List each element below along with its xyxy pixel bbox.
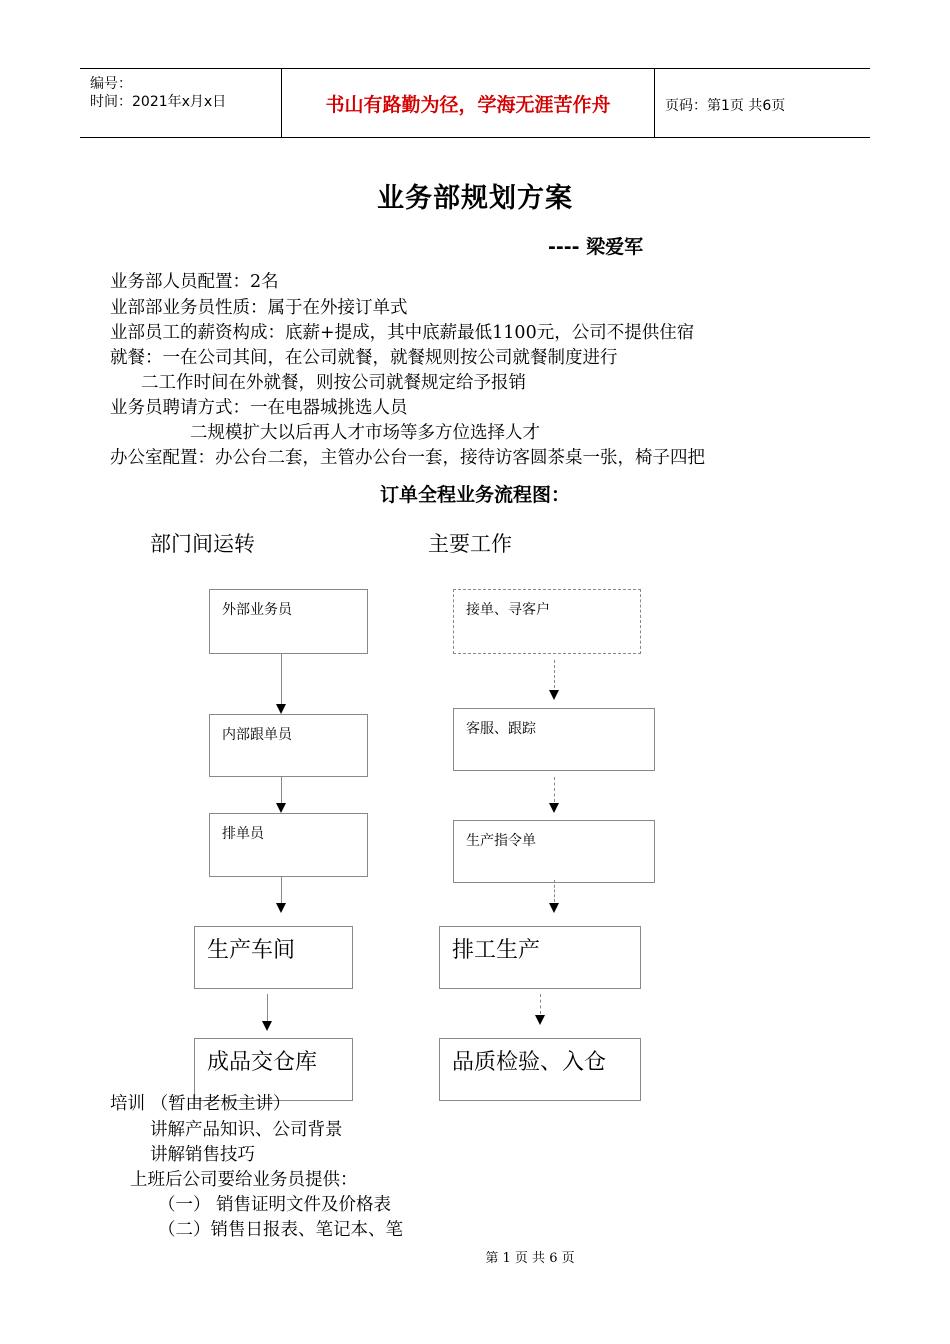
flow-box-label: 品质检验、入仓 xyxy=(452,1050,607,1075)
body-line: 二规模扩大以后再人才市场等多方位选择人才 xyxy=(190,423,540,443)
flow-box-label: 接单、寻客户 xyxy=(466,602,550,618)
flow-box-customer-service xyxy=(453,708,655,771)
flow-box-production xyxy=(439,926,641,989)
training-line: 上班后公司要给业务员提供： xyxy=(130,1170,358,1190)
flow-box-scheduler xyxy=(209,813,368,877)
training-line: （二）销售日报表、笔记本、笔 xyxy=(158,1220,403,1240)
flow-box-internal-follower xyxy=(209,714,368,777)
body-line: 办公室配置：办公台二套，主管办公台一套，接待访客圆茶桌一张，椅子四把 xyxy=(110,448,705,468)
flow-box-production-order xyxy=(453,820,655,883)
flow-title: 订单全程业务流程图： xyxy=(379,484,570,506)
document-author: ---- 梁爱军 xyxy=(548,236,644,258)
left-column-heading: 部门间运转 xyxy=(150,532,255,556)
header-meta-cell xyxy=(80,69,282,137)
document-title: 业务部规划方案 xyxy=(377,183,573,214)
header-page-label: 页码：第1页 共6页 xyxy=(665,98,786,114)
flow-box-receive-orders xyxy=(453,589,641,654)
header-motto: 书山有路勤为径，学海无涯苦作舟 xyxy=(282,69,655,137)
training-line: 培训 （暂由老板主讲） xyxy=(110,1094,291,1114)
time-label: 时间：2021年x月x日 xyxy=(90,94,227,110)
flow-box-label: 外部业务员 xyxy=(222,602,292,618)
body-line: 业部员工的薪资构成：底薪+提成，其中底薪最低1100元，公司不提供住宿 xyxy=(110,323,695,343)
flow-box-label: 生产车间 xyxy=(207,938,296,963)
right-column-heading: 主要工作 xyxy=(428,532,512,556)
flow-box-label: 排单员 xyxy=(222,826,264,842)
training-line: 讲解销售技巧 xyxy=(150,1145,255,1165)
flow-box-external-sales xyxy=(209,589,368,654)
body-line: 业务员聘请方式：一在电器城挑选人员 xyxy=(110,398,408,418)
flow-box-label: 生产指令单 xyxy=(466,833,536,849)
flow-box-quality-check xyxy=(439,1038,641,1101)
training-line: 讲解产品知识、公司背景 xyxy=(150,1120,343,1140)
number-label: 编号： xyxy=(90,76,132,92)
flow-box-label: 成品交仓库 xyxy=(207,1050,318,1075)
flow-box-label: 客服、跟踪 xyxy=(466,721,536,737)
body-line: 业部部业务员性质：属于在外接订单式 xyxy=(110,298,408,318)
page-footer xyxy=(0,1247,950,1266)
body-line: 就餐：一在公司其间，在公司就餐，就餐规则按公司就餐制度进行 xyxy=(110,348,618,368)
footer-page-number: 第 1 页 共 6 页 xyxy=(485,1251,575,1266)
body-line: 二工作时间在外就餐，则按公司就餐规定给予报销 xyxy=(141,373,526,393)
training-line: （一） 销售证明文件及价格表 xyxy=(158,1195,392,1215)
document-header xyxy=(80,68,870,138)
flow-box-workshop xyxy=(194,926,353,989)
body-line: 业务部人员配置：2名 xyxy=(110,272,279,292)
flow-box-label: 排工生产 xyxy=(452,938,541,963)
flow-box-label: 内部跟单员 xyxy=(222,727,292,743)
